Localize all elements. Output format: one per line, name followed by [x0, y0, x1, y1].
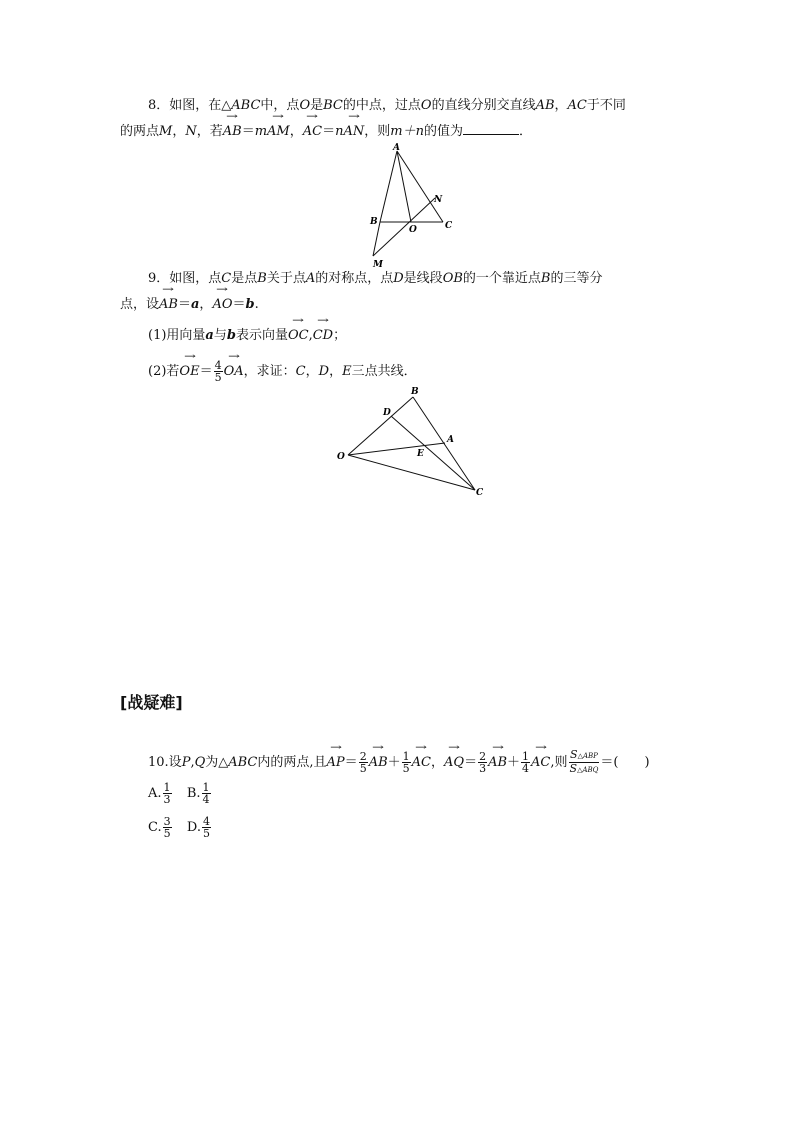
q8-text: ＝	[241, 124, 255, 139]
q10-var: Q	[194, 755, 206, 770]
vector-ab: → AB	[159, 296, 178, 314]
q8-var: m	[254, 124, 268, 139]
label-d: D	[383, 408, 391, 418]
q9-var: D	[318, 364, 330, 379]
q9-text: ,	[308, 328, 313, 343]
q9-var: OB	[442, 271, 463, 286]
line-oa	[348, 443, 445, 455]
q8-var: ABC	[231, 98, 261, 113]
q9-text: ＝	[177, 297, 191, 312]
q10-text: 内的两点,且	[257, 755, 327, 770]
fraction-numerator: 2	[359, 750, 367, 763]
fraction-numerator	[569, 749, 599, 763]
q8-var: O	[299, 98, 311, 113]
vector-oa: → OA	[224, 363, 244, 381]
q9-figure	[333, 385, 493, 500]
fraction	[402, 751, 411, 774]
q9-part2	[148, 360, 417, 383]
q9-part1	[148, 327, 346, 345]
vector-b: b	[226, 328, 236, 343]
q9-text: ＝	[199, 364, 213, 379]
vector-cd: → CD	[313, 327, 333, 345]
fraction-denominator: 5	[203, 827, 210, 840]
q9-text: 三点共线．	[351, 364, 417, 379]
vector-ab: → AB	[223, 123, 242, 141]
option-c-label: C.	[148, 820, 162, 835]
fraction-denominator: 5	[214, 371, 222, 384]
line-oc	[348, 455, 475, 490]
fraction-numerator: 3	[163, 815, 171, 828]
q8-text: ．	[518, 124, 532, 139]
q8-text: 的值为	[423, 124, 463, 139]
q9-text: 的一个靠近点	[462, 271, 541, 286]
fraction-denominator: 3	[163, 793, 171, 806]
q8-figure	[360, 140, 460, 270]
vector-ac: → AC	[531, 754, 550, 772]
fraction-denominator: 5	[359, 762, 367, 775]
q10-text: ,则	[550, 755, 568, 770]
label-c: C	[476, 488, 484, 498]
fraction-denominator: 4	[202, 793, 210, 806]
q8-text: 于不同	[586, 98, 626, 113]
vector-am: → AM	[267, 123, 290, 141]
label-b: B	[370, 217, 378, 227]
q9-text: ，	[199, 297, 213, 312]
fraction-numerator: 1	[202, 781, 210, 794]
fraction-denominator: 5	[163, 827, 171, 840]
q9-text: (2)若	[148, 364, 180, 379]
q9-text: 是点	[231, 271, 258, 286]
option-b-label: B.	[186, 786, 201, 801]
area-symbol: S	[570, 748, 578, 761]
q9-var: B	[257, 271, 267, 286]
area-symbol: S	[569, 762, 578, 775]
fraction	[478, 751, 487, 774]
label-n: N	[434, 195, 443, 205]
q8-var: O	[420, 98, 432, 113]
q9-text: ，求证：	[243, 364, 296, 379]
q8-text: ，若	[196, 124, 223, 139]
vector-aq: → AQ	[444, 754, 464, 772]
fraction-numerator: 4	[214, 359, 222, 372]
q8-var: N	[185, 124, 197, 139]
q10-text: ＝	[464, 755, 478, 770]
q9-text: ，	[305, 364, 319, 379]
fraction-numerator: 2	[479, 750, 487, 763]
q10-options-row2	[148, 816, 212, 839]
option-b-value	[202, 782, 211, 805]
fraction-denominator	[569, 763, 600, 776]
section-title: [战疑难]	[120, 693, 183, 712]
q10-text: ＋	[387, 755, 401, 770]
vector-ap: → AP	[327, 754, 345, 772]
q9-text: ＝	[232, 297, 246, 312]
q9-text: 9．如图，点	[148, 271, 222, 286]
q10-text: ,	[190, 755, 195, 770]
vector-ac: → AC	[412, 754, 431, 772]
q8-text: 的直线分别交直线	[431, 98, 536, 113]
q8-var: BC	[323, 98, 343, 113]
q8-text: 8．如图，在△	[148, 98, 232, 113]
q8-text: 是	[310, 98, 324, 113]
q8-text: ，	[554, 98, 568, 113]
vector-oc: → OC	[288, 327, 309, 345]
q8-var: M	[159, 124, 173, 139]
option-d-label: D.	[186, 820, 201, 835]
fraction	[359, 751, 368, 774]
vector-ab: → AB	[369, 754, 388, 772]
option-a-label: A.	[148, 786, 162, 801]
q10-text: ＝	[344, 755, 358, 770]
q10-text: ＝( )	[600, 755, 650, 770]
q8-var: AB	[535, 98, 555, 113]
area-subscript: △ABQ	[577, 766, 599, 774]
label-a: A	[393, 143, 400, 153]
q8-var: m＋n	[390, 124, 424, 139]
q9-text: 的对称点，点	[315, 271, 394, 286]
q9-var: B	[540, 271, 551, 286]
label-b: B	[411, 387, 419, 397]
q8-text: 中，点	[260, 98, 300, 113]
q8-line2	[120, 122, 532, 141]
vector-ac: → AC	[303, 123, 322, 141]
q9-text: (1)用向量	[148, 328, 206, 343]
label-o: O	[337, 452, 345, 462]
q8-var: n	[335, 124, 344, 139]
q9-text: 与	[213, 328, 227, 343]
q8-text: 的两点	[120, 124, 160, 139]
q10-text: 为△	[205, 755, 229, 770]
option-d-value	[202, 816, 211, 839]
q8-line1	[148, 97, 626, 115]
vector-a: a	[205, 328, 214, 343]
option-a-value	[163, 782, 172, 805]
q9-text: ；	[333, 328, 347, 343]
label-m: M	[373, 260, 383, 270]
q9-text: .	[254, 297, 259, 312]
q8-text: ＝	[322, 124, 336, 139]
vector-ao: → AO	[212, 296, 232, 314]
fraction-numerator: 1	[163, 781, 171, 794]
line-mn	[373, 198, 435, 256]
q10-var: ABC	[228, 755, 258, 770]
area-subscript: △ABP	[577, 752, 598, 760]
label-c: C	[445, 221, 453, 231]
q8-text: ，则	[364, 124, 391, 139]
q9-text: 是线段	[403, 271, 443, 286]
q8-text: 的中点，过点	[342, 98, 421, 113]
q9-var: C	[221, 271, 232, 286]
fraction	[521, 751, 530, 774]
vector-oe: → OE	[179, 363, 199, 381]
answer-blank	[463, 122, 519, 135]
q8-text: ，	[289, 124, 303, 139]
q9-line2	[120, 296, 259, 314]
fraction-numerator: 4	[203, 815, 210, 828]
q9-text: 点，设	[120, 297, 160, 312]
q9-text: ，	[329, 364, 343, 379]
vector-ab: → AB	[488, 754, 507, 772]
q9-text: 关于点	[266, 271, 306, 286]
fraction-numerator: 1	[522, 750, 530, 763]
q10-options-row1	[148, 782, 212, 805]
q8-var: AC	[567, 98, 587, 113]
fraction	[214, 360, 223, 383]
area-ratio-fraction	[569, 749, 600, 776]
q9-var: C	[295, 364, 306, 379]
label-o: O	[409, 225, 417, 235]
q8-text: ，	[172, 124, 186, 139]
q9-text: 的三等分	[550, 271, 603, 286]
q10-text: ＋	[507, 755, 521, 770]
q9-text: 表示向量	[235, 328, 288, 343]
label-a: A	[447, 435, 454, 445]
vector-an: → AN	[343, 123, 364, 141]
line-ab	[380, 151, 397, 222]
line-ob	[348, 397, 413, 455]
option-c-value	[163, 816, 172, 839]
fraction-numerator: 1	[402, 750, 410, 763]
q10-text: 10.设	[148, 755, 182, 770]
q10-var: P	[181, 755, 191, 770]
vector-b: b	[245, 297, 255, 312]
q9-var: D	[393, 271, 404, 286]
q10-line1	[148, 749, 650, 776]
fraction-denominator: 3	[479, 762, 487, 775]
fraction-denominator: 4	[522, 762, 530, 775]
q9-var: A	[305, 271, 316, 286]
label-e: E	[417, 449, 424, 459]
q10-text: ，	[431, 755, 445, 770]
fraction-denominator: 5	[402, 762, 410, 775]
vector-a: a	[190, 297, 200, 312]
q9-var: E	[342, 364, 352, 379]
